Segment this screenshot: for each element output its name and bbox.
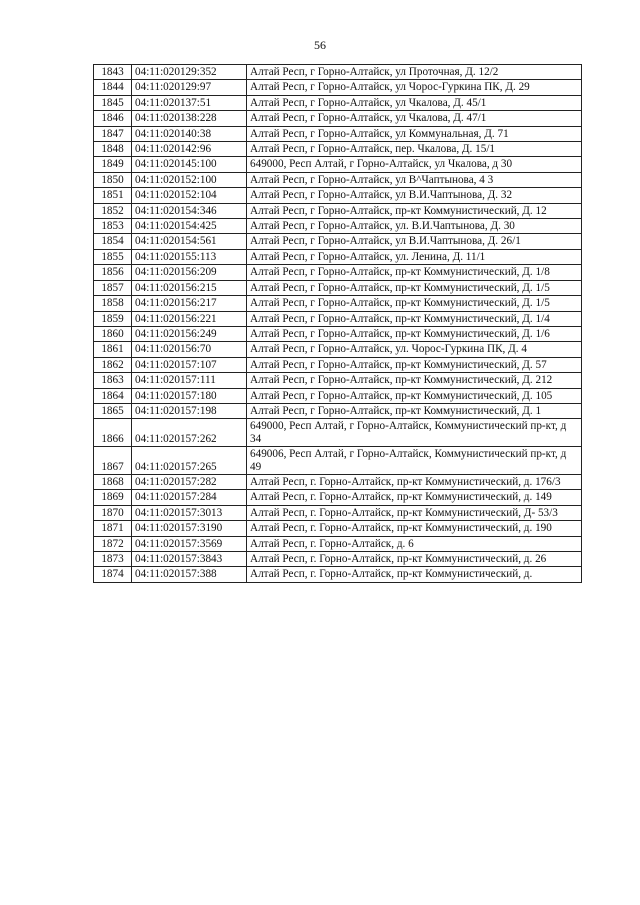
table-row	[94, 203, 582, 218]
row-number-cell: 1854	[94, 234, 132, 249]
cadastral-number-cell: 04:11:020129:352	[132, 65, 247, 80]
address-cell: Алтай Респ, г Горно-Алтайск, пр-кт Коммунистический, Д. 105	[247, 388, 582, 403]
table-row	[94, 157, 582, 172]
table-row	[94, 172, 582, 187]
row-number-cell: 1851	[94, 188, 132, 203]
table-row	[94, 342, 582, 357]
table-row	[94, 447, 582, 475]
table-row	[94, 326, 582, 341]
row-number-cell: 1858	[94, 296, 132, 311]
row-number-cell: 1859	[94, 311, 132, 326]
address-cell: Алтай Респ, г Горно-Алтайск, ул. Ленина, Д. 11/1	[247, 249, 582, 264]
address-cell: Алтай Респ, г Горно-Алтайск, ул Чорос-Гуркина ПК, Д. 29	[247, 80, 582, 95]
page-number: 56	[314, 38, 326, 52]
cadastral-number-cell: 04:11:020157:265	[132, 447, 247, 475]
cadastral-number-cell: 04:11:020140:38	[132, 126, 247, 141]
cadastral-number-cell: 04:11:020129:97	[132, 80, 247, 95]
cadastral-number-cell: 04:11:020157:3569	[132, 536, 247, 551]
row-number-cell: 1850	[94, 172, 132, 187]
address-cell: Алтай Респ, г. Горно-Алтайск, пр-кт Коммунистический, д. 26	[247, 552, 582, 567]
table-row	[94, 65, 582, 80]
row-number-cell: 1873	[94, 552, 132, 567]
address-cell: Алтай Респ, г Горно-Алтайск, пр-кт Коммунистический, Д. 57	[247, 357, 582, 372]
table-row	[94, 219, 582, 234]
table-row	[94, 552, 582, 567]
table-row	[94, 249, 582, 264]
table-row	[94, 142, 582, 157]
row-number-cell: 1860	[94, 326, 132, 341]
address-cell: 649000, Респ Алтай, г Горно-Алтайск, ул Чкалова, д 30	[247, 157, 582, 172]
address-cell: 649006, Респ Алтай, г Горно-Алтайск, Коммунистический пр-кт, д 49	[247, 447, 582, 475]
row-number-cell: 1846	[94, 111, 132, 126]
cadastral-number-cell: 04:11:020157:282	[132, 474, 247, 489]
cadastral-number-cell: 04:11:020138:228	[132, 111, 247, 126]
address-cell: Алтай Респ, г. Горно-Алтайск, пр-кт Коммунистический, д. 149	[247, 490, 582, 505]
cadastral-number-cell: 04:11:020157:180	[132, 388, 247, 403]
row-number-cell: 1857	[94, 280, 132, 295]
row-number-cell: 1865	[94, 403, 132, 418]
cadastral-number-cell: 04:11:020154:346	[132, 203, 247, 218]
registry-table	[93, 64, 582, 583]
cadastral-number-cell: 04:11:020145:100	[132, 157, 247, 172]
table-row	[94, 126, 582, 141]
cadastral-number-cell: 04:11:020156:221	[132, 311, 247, 326]
table-row	[94, 188, 582, 203]
address-cell: Алтай Респ, г Горно-Алтайск, пр-кт Коммунистический, Д. 12	[247, 203, 582, 218]
address-cell: Алтай Респ, г. Горно-Алтайск, пр-кт Коммунистический, д.	[247, 567, 582, 582]
row-number-cell: 1856	[94, 265, 132, 280]
table-row	[94, 567, 582, 582]
table-row	[94, 265, 582, 280]
row-number-cell: 1861	[94, 342, 132, 357]
row-number-cell: 1844	[94, 80, 132, 95]
address-cell: Алтай Респ, г Горно-Алтайск, пр-кт Коммунистический, Д. 212	[247, 373, 582, 388]
cadastral-number-cell: 04:11:020152:100	[132, 172, 247, 187]
cadastral-number-cell: 04:11:020156:70	[132, 342, 247, 357]
table-row	[94, 419, 582, 447]
cadastral-number-cell: 04:11:020156:217	[132, 296, 247, 311]
address-cell: Алтай Респ, г. Горно-Алтайск, пр-кт Коммунистический, Д- 53/3	[247, 505, 582, 520]
table-row	[94, 95, 582, 110]
address-cell: Алтай Респ, г Горно-Алтайск, пр-кт Коммунистический, Д. 1/5	[247, 296, 582, 311]
address-cell: Алтай Респ, г Горно-Алтайск, ул В.И.Чаптынова, Д. 32	[247, 188, 582, 203]
address-cell: Алтай Респ, г Горно-Алтайск, ул Коммунальная, Д. 71	[247, 126, 582, 141]
table-row	[94, 505, 582, 520]
table-row	[94, 357, 582, 372]
row-number-cell: 1869	[94, 490, 132, 505]
cadastral-number-cell: 04:11:020155:113	[132, 249, 247, 264]
row-number-cell: 1845	[94, 95, 132, 110]
row-number-cell: 1874	[94, 567, 132, 582]
cadastral-number-cell: 04:11:020137:51	[132, 95, 247, 110]
cadastral-number-cell: 04:11:020157:262	[132, 419, 247, 447]
address-cell: Алтай Респ, г. Горно-Алтайск, пр-кт Коммунистический, д. 176/3	[247, 474, 582, 489]
address-cell: 649000, Респ Алтай, г Горно-Алтайск, Коммунистический пр-кт, д 34	[247, 419, 582, 447]
row-number-cell: 1852	[94, 203, 132, 218]
row-number-cell: 1843	[94, 65, 132, 80]
cadastral-number-cell: 04:11:020154:425	[132, 219, 247, 234]
address-cell: Алтай Респ, г Горно-Алтайск, ул В.И.Чаптынова, Д. 26/1	[247, 234, 582, 249]
table-row	[94, 521, 582, 536]
row-number-cell: 1849	[94, 157, 132, 172]
registry-table-body	[94, 65, 582, 583]
address-cell: Алтай Респ, г Горно-Алтайск, ул. Чорос-Гуркина ПК, Д. 4	[247, 342, 582, 357]
cadastral-number-cell: 04:11:020157:3013	[132, 505, 247, 520]
table-row	[94, 280, 582, 295]
cadastral-number-cell: 04:11:020156:249	[132, 326, 247, 341]
address-cell: Алтай Респ, г Горно-Алтайск, ул Проточная, Д. 12/2	[247, 65, 582, 80]
table-row	[94, 490, 582, 505]
address-cell: Алтай Респ, г. Горно-Алтайск, д. 6	[247, 536, 582, 551]
row-number-cell: 1863	[94, 373, 132, 388]
cadastral-number-cell: 04:11:020157:388	[132, 567, 247, 582]
cadastral-number-cell: 04:11:020152:104	[132, 188, 247, 203]
table-row	[94, 80, 582, 95]
cadastral-number-cell: 04:11:020157:107	[132, 357, 247, 372]
row-number-cell: 1871	[94, 521, 132, 536]
address-cell: Алтай Респ, г Горно-Алтайск, ул Чкалова, Д. 45/1	[247, 95, 582, 110]
address-cell: Алтай Респ, г Горно-Алтайск, пр-кт Коммунистический, Д. 1/5	[247, 280, 582, 295]
row-number-cell: 1848	[94, 142, 132, 157]
address-cell: Алтай Респ, г Горно-Алтайск, пр-кт Коммунистический, Д. 1/6	[247, 326, 582, 341]
row-number-cell: 1853	[94, 219, 132, 234]
cadastral-number-cell: 04:11:020157:284	[132, 490, 247, 505]
row-number-cell: 1872	[94, 536, 132, 551]
cadastral-number-cell: 04:11:020157:3190	[132, 521, 247, 536]
table-row	[94, 234, 582, 249]
cadastral-number-cell: 04:11:020157:111	[132, 373, 247, 388]
row-number-cell: 1867	[94, 447, 132, 475]
table-row	[94, 403, 582, 418]
address-cell: Алтай Респ, г. Горно-Алтайск, пр-кт Коммунистический, д. 190	[247, 521, 582, 536]
row-number-cell: 1855	[94, 249, 132, 264]
cadastral-number-cell: 04:11:020157:198	[132, 403, 247, 418]
address-cell: Алтай Респ, г Горно-Алтайск, ул Чкалова, Д. 47/1	[247, 111, 582, 126]
address-cell: Алтай Респ, г Горно-Алтайск, пр-кт Коммунистический, Д. 1/4	[247, 311, 582, 326]
row-number-cell: 1847	[94, 126, 132, 141]
table-row	[94, 311, 582, 326]
address-cell: Алтай Респ, г Горно-Алтайск, пр-кт Коммунистический, Д. 1/8	[247, 265, 582, 280]
address-cell: Алтай Респ, г Горно-Алтайск, пр-кт Коммунистический, Д. 1	[247, 403, 582, 418]
table-row	[94, 296, 582, 311]
address-cell: Алтай Респ, г Горно-Алтайск, ул. В.И.Чаптынова, Д. 30	[247, 219, 582, 234]
address-cell: Алтай Респ, г Горно-Алтайск, ул В^Чаптынова, 4 3	[247, 172, 582, 187]
row-number-cell: 1868	[94, 474, 132, 489]
cadastral-number-cell: 04:11:020157:3843	[132, 552, 247, 567]
row-number-cell: 1864	[94, 388, 132, 403]
cadastral-number-cell: 04:11:020154:561	[132, 234, 247, 249]
table-row	[94, 474, 582, 489]
address-cell: Алтай Респ, г Горно-Алтайск, пер. Чкалова, Д. 15/1	[247, 142, 582, 157]
cadastral-number-cell: 04:11:020156:209	[132, 265, 247, 280]
row-number-cell: 1866	[94, 419, 132, 447]
row-number-cell: 1870	[94, 505, 132, 520]
table-row	[94, 388, 582, 403]
cadastral-number-cell: 04:11:020142:96	[132, 142, 247, 157]
table-row	[94, 111, 582, 126]
cadastral-number-cell: 04:11:020156:215	[132, 280, 247, 295]
table-row	[94, 373, 582, 388]
row-number-cell: 1862	[94, 357, 132, 372]
table-row	[94, 536, 582, 551]
